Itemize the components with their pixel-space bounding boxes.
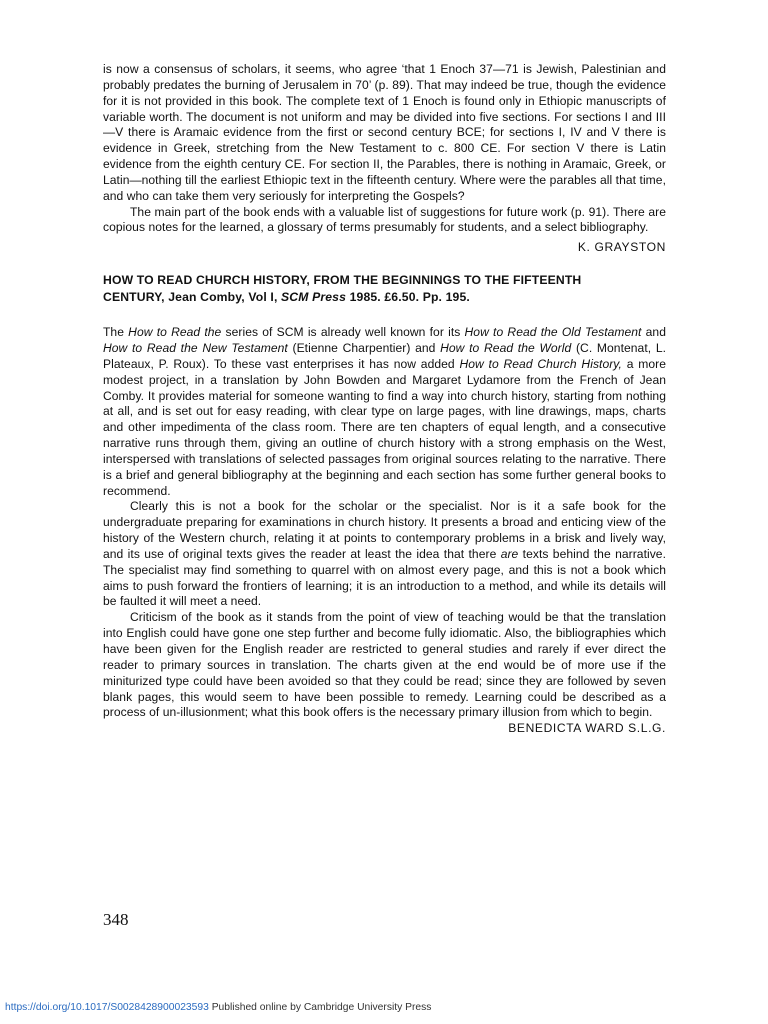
italic-run: are bbox=[500, 546, 519, 561]
italic-run: How to Read Church History, bbox=[459, 356, 622, 371]
footer-published: Published online by Cambridge University Press bbox=[208, 1002, 432, 1013]
review2-heading-title: HOW TO READ CHURCH HISTORY, FROM THE BEGINNINGS TO THE FIFTEENTH bbox=[103, 273, 582, 288]
text-run: Clearly this is not a book for the scholar or the specialist. Nor is it a safe book for the undergraduate preparing for examinations in church history. It presents a broad and enticing view of the history of the Western church, relating it at points to contemporary problems in a brisk and lively way, and its use of original texts gives the reader at least the idea that there bbox=[103, 499, 666, 561]
heading-publisher: SCM Press bbox=[281, 289, 347, 304]
review1-paragraph-2: The main part of the book ends with a valuable list of suggestions for future work (p. 91). There are copious notes for the learned, a glossary of terms presumably for students, and a select bibliography. bbox=[103, 204, 666, 235]
footer bbox=[5, 1002, 431, 1013]
text-run: texts behind the narrative. The specialist may find something to quarrel with on almost every page, and this is not a book which aims to push forward the frontiers of learning; it is an introduction to a method, and while its details will be faulted it will meet a need. bbox=[103, 546, 666, 609]
review2-paragraph-3: Criticism of the book as it stands from the point of view of teaching would be that the translation into English could have gone one step further and become fully idiomatic. Also, the bibliographies which have been given for the English reader are restricted to general studies and rarely if ever direct the reader to primary sources in translation. The charts given at the end would be of more use if the miniturized type could have been avoided so that they could be read; since they are followed by seven blank pages, this would seem to have been possible to remedy. Learning could be described as a process of un-illusionment; what this book offers is the necessary primary illusion from which to begin. bbox=[103, 610, 666, 720]
review2-heading bbox=[103, 272, 666, 305]
text-run: and bbox=[641, 325, 666, 340]
text-run: a more modest project, in a translation by John Bowden and Margaret Lydamore from the French of Jean Comby. It provides material for someone wanting to find a way into church history, starting from nothing at all, and is set out for easy reading, with clear type on large pages, with line drawings, maps, charts and other impedimenta of the class room. There are ten chapters of equal length, and a consecutive narrative runs through them, giving an outline of church history with a strong emphasis on the West, interspersed with translations of selected passages from original sources relating to the narrative. There is a brief and general bibliography at the beginning and each section has some further general books to recommend. bbox=[103, 356, 666, 498]
italic-run: How to Read the Old Testament bbox=[464, 325, 642, 340]
heading-author: CENTURY, Jean Comby, Vol I, bbox=[103, 289, 282, 304]
review2-signature: BENEDICTA WARD S.L.G. bbox=[508, 721, 666, 736]
review2-paragraph-2 bbox=[103, 499, 666, 610]
italic-run: How to Read the World bbox=[440, 340, 572, 355]
page-number: 348 bbox=[103, 910, 129, 929]
text-run: (Etienne Charpentier) and bbox=[287, 340, 441, 355]
italic-run: How to Read the New Testament bbox=[103, 340, 288, 355]
review2-paragraph-1 bbox=[103, 325, 666, 499]
text-run: (C. Montenat, L. Plateaux, P. Roux). To these vast enterprises it has now added bbox=[103, 340, 667, 371]
text-run: The bbox=[103, 325, 129, 340]
page-body bbox=[103, 62, 666, 737]
review1-paragraph-1: is now a consensus of scholars, it seems, who agree ‘that 1 Enoch 37—71 is Jewish, Palestinian and probably predates the burning of Jerusalem in 70’ (p. 89). That may indeed be true, though the evidence for it is not provided in this book. The complete text of 1 Enoch is found only in Ethiopic manuscripts of variable worth. The document is not uniform and may be divided into five sections. For sections I and III—V there is Aramaic evidence from the first or second century BCE; for sections I, IV and V there is evidence in Greek, stretching from the New Testament to c. 800 CE. For section V there is Latin evidence from the eighth century CE. For section II, the Parables, there is nothing in Aramaic, Greek, or Latin—nothing till the earliest Ethiopic text in the fifteenth century. Where were the parables all that time, and who can take them very seriously for interpreting the Gospels? bbox=[103, 62, 666, 203]
italic-run: How to Read the bbox=[128, 325, 222, 340]
review2-heading-details bbox=[103, 289, 666, 306]
text-run: series of SCM is already well known for its bbox=[221, 325, 465, 340]
review1-signature: K. GRAYSTON bbox=[577, 240, 666, 255]
doi-link[interactable]: https://doi.org/10.1017/S0028428900023593 bbox=[5, 1002, 209, 1013]
heading-price: 1985. £6.50. Pp. 195. bbox=[346, 289, 470, 304]
